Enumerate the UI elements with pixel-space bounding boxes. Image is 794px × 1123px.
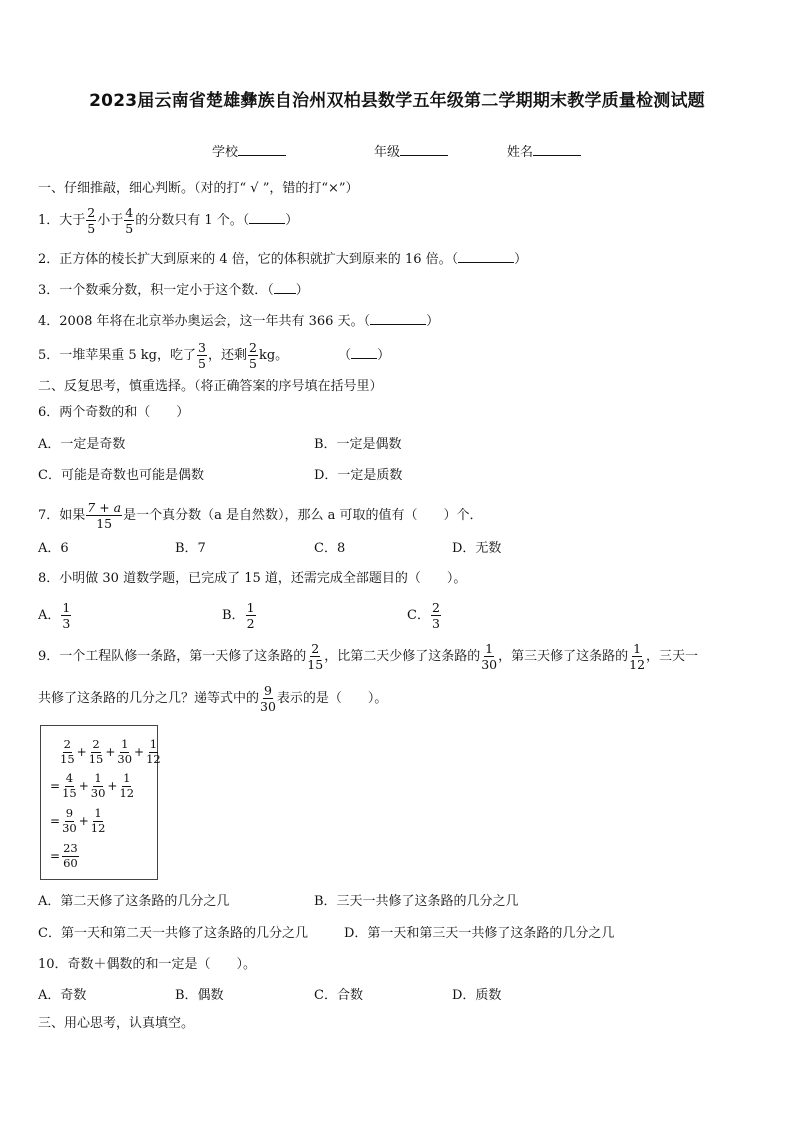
- q8-option-a[interactable]: A． $\frac{1}{3}$: [38, 600, 71, 631]
- q9-option-a[interactable]: A．第二天修了这条路的几分之几: [38, 894, 230, 909]
- q8-option-b[interactable]: B． $\frac{1}{2}$: [222, 600, 255, 631]
- calc-step-2: = $\frac{4}{15}$ + $\frac{1}{30}$ + $\frac{1}{12}$: [50, 771, 135, 800]
- school-label: 学校: [212, 145, 239, 160]
- q10-option-d[interactable]: D．质数: [452, 988, 502, 1003]
- question-9-line-1: 9．一个工程队修一条路，第一天修了这条路的 $\frac{2}{15}$ ，比第二天少修了这条路的 $\frac{1}{30}$ ，第三天修了这条路的 $\frac{1}{12}$ ，三天一: [38, 641, 699, 672]
- name-field[interactable]: [507, 141, 581, 160]
- question-2: 2．正方体的棱长扩大到原来的 4 倍，它的体积就扩大到原来的 16 倍。（ ）: [38, 252, 528, 267]
- question-10: 10．奇数＋偶数的和一定是（ ）。: [38, 957, 257, 972]
- q9-option-d[interactable]: D．第一天和第三天一共修了这条路的几分之几: [344, 926, 615, 941]
- question-8: 8．小明做 30 道数学题，已完成了 15 道，还需完成全部题目的（ ）。: [38, 571, 467, 586]
- question-4: 4．2008 年将在北京举办奥运会，这一年共有 366 天。（ ）: [38, 314, 440, 329]
- q9-option-c[interactable]: C．第一天和第二天一共修了这条路的几分之几: [38, 926, 308, 941]
- fraction: $\frac{2}{5}$: [248, 340, 257, 371]
- answer-blank[interactable]: [274, 281, 296, 294]
- fraction: $\frac{1}{3}$: [62, 600, 71, 631]
- answer-blank[interactable]: [351, 346, 377, 359]
- fraction: $\frac{4}{5}$: [125, 205, 134, 236]
- q10-option-a[interactable]: A．奇数: [38, 988, 87, 1003]
- fraction: $\frac{7 + a}{15}$: [87, 500, 122, 531]
- q7-option-c[interactable]: C．8: [314, 541, 346, 556]
- grade-field[interactable]: [374, 141, 448, 160]
- fraction: $\frac{2}{3}$: [431, 600, 440, 631]
- grade-blank[interactable]: [400, 142, 448, 156]
- section2-heading: 二、反复思考，慎重选择。（将正确答案的序号填在括号里）: [38, 379, 383, 394]
- fraction: $\frac{1}{2}$: [246, 600, 255, 631]
- section1-heading: 一、仔细推敲，细心判断。（对的打“ √ ”，错的打“×”）: [38, 181, 359, 196]
- school-field[interactable]: [212, 141, 286, 160]
- student-info-row: [0, 141, 794, 159]
- page-title: 2023届云南省楚雄彝族自治州双柏县数学五年级第二学期期末教学质量检测试题: [89, 91, 705, 111]
- q10-option-b[interactable]: B．偶数: [175, 988, 224, 1003]
- name-blank[interactable]: [533, 142, 581, 156]
- q6-option-c[interactable]: C．可能是奇数也可能是偶数: [38, 468, 204, 483]
- calculation-box: [40, 725, 161, 880]
- name-label: 姓名: [507, 145, 534, 160]
- calc-step-3: = $\frac{9}{30}$ + $\frac{1}{12}$: [50, 806, 106, 835]
- fraction: $\frac{2}{15}$: [307, 641, 324, 672]
- answer-blank[interactable]: [249, 211, 285, 224]
- fraction: $\frac{1}{12}$: [629, 641, 646, 672]
- fraction: $\frac{2}{5}$: [87, 205, 96, 236]
- q6-option-a[interactable]: A．一定是奇数: [38, 437, 126, 452]
- question-9-line-2: 共修了这条路的几分之几？递等式中的 $\frac{9}{30}$ 表示的是（ ）。: [38, 683, 388, 714]
- q8-option-c[interactable]: C． $\frac{2}{3}$: [407, 600, 440, 631]
- section3-heading: 三、用心思考，认真填空。: [38, 1016, 195, 1031]
- q6-option-b[interactable]: B．一定是偶数: [314, 437, 402, 452]
- q7-option-b[interactable]: B．7: [175, 541, 206, 556]
- fraction: $\frac{9}{30}$: [260, 683, 276, 714]
- fraction: $\frac{3}{5}$: [198, 340, 206, 371]
- q6-option-d[interactable]: D．一定是质数: [314, 468, 403, 483]
- question-3: 3．一个数乘分数，积一定小于这个数．（ ）: [38, 283, 309, 298]
- question-6: 6．两个奇数的和（ ）: [38, 405, 190, 420]
- answer-blank[interactable]: [370, 312, 426, 325]
- calc-step-4: = $\frac{23}{60}$: [50, 841, 78, 870]
- grade-label: 年级: [374, 145, 401, 160]
- answer-blank[interactable]: [458, 250, 514, 263]
- calc-step-1: $\frac{2}{15}$ + $\frac{2}{15}$ + $\frac{1}{30}$ + $\frac{1}{12}$: [60, 737, 161, 766]
- question-7: 7．如果 $\frac{7 + a}{15}$ 是一个真分数（a 是自然数），那么 a 可取的值有（ ）个．: [38, 500, 483, 531]
- q7-option-a[interactable]: A．6: [38, 541, 69, 556]
- question-1: 1．大于 $\frac{2}{5}$ 小于 $\frac{4}{5}$ 的分数只有 1 个。（ ）: [38, 205, 299, 236]
- q10-option-c[interactable]: C．合数: [314, 988, 363, 1003]
- q9-option-b[interactable]: B．三天一共修了这条路的几分之几: [314, 894, 519, 909]
- question-5: 5．一堆苹果重 5 kg，吃了 $\frac{3}{5}$ ，还剩 $\frac{2}{5}$ kg。 （ ）: [38, 340, 391, 371]
- school-blank[interactable]: [238, 142, 286, 156]
- q7-option-d[interactable]: D．无数: [452, 541, 502, 556]
- fraction: $\frac{1}{30}$: [481, 641, 498, 672]
